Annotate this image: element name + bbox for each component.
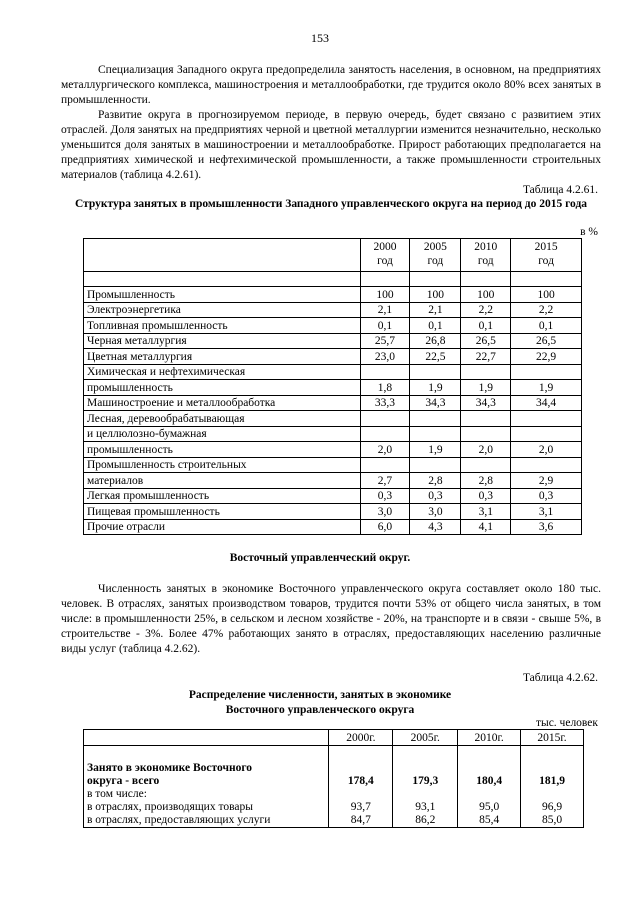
- row-value: 1,9: [410, 442, 461, 458]
- table-row: [84, 395, 582, 411]
- row-value: [461, 457, 511, 473]
- row-value: 0,3: [511, 488, 582, 504]
- row-label: Химическая и нефтехимическая: [84, 364, 361, 380]
- total-value: 179,3: [393, 775, 458, 788]
- table1-unit: в %: [580, 226, 598, 238]
- paragraph-2: Развитие округа в прогнозируемом периоде, в первую очередь, будет связано с развитием этих отраслей. Доля занятых на предприятиях черной и цветной металлургии изменится незначительно, несколько уменьшится доля занятых в машиностроении и металлообработке. Прирост работающих предполагается на предприятиях химической и нефтехимической промышленности, а также промышленности строительных материалов (таблица 4.2.61).: [61, 109, 601, 181]
- row-value: [461, 426, 511, 442]
- row-label: Лесная, деревообрабатывающая: [84, 411, 361, 427]
- row-value: 22,5: [410, 349, 461, 365]
- row-value: 85,0: [521, 814, 584, 828]
- row-value: 25,7: [360, 333, 410, 349]
- table2-unit: тыс. человек: [535, 717, 598, 729]
- row-value: 2,8: [461, 473, 511, 489]
- header-year-2000: 2000 год: [360, 239, 410, 272]
- table-row: [84, 318, 582, 334]
- table1-title: Структура занятых в промышленности Западного управленческого округа на период до 2015 года: [74, 198, 588, 210]
- row-value: 22,9: [511, 349, 582, 365]
- row-value: [410, 457, 461, 473]
- row-value: 34,4: [511, 395, 582, 411]
- row-value: [461, 411, 511, 427]
- section-title: Восточный управленческий округ.: [229, 552, 411, 564]
- row-label: в отраслях, предоставляющих услуги: [84, 814, 329, 828]
- row-value: 1,9: [511, 380, 582, 396]
- table-row: [84, 426, 582, 442]
- table1-header-row: [84, 239, 582, 272]
- row-value: 85,4: [458, 814, 521, 828]
- row-value: 0,3: [461, 488, 511, 504]
- table2-total-row-1: [84, 762, 584, 775]
- row-label: Промышленность: [84, 287, 361, 303]
- header-empty-cell: [84, 239, 361, 272]
- row-value: 95,0: [458, 801, 521, 814]
- row-value: 93,1: [393, 801, 458, 814]
- header-year-2015: 2015 год: [511, 239, 582, 272]
- row-value: 3,1: [461, 504, 511, 520]
- row-value: 2,9: [511, 473, 582, 489]
- table-row: [84, 504, 582, 520]
- row-value: [511, 457, 582, 473]
- row-value: 96,9: [521, 801, 584, 814]
- table-row: [84, 801, 584, 814]
- row-value: [360, 411, 410, 427]
- header-empty-cell: [84, 730, 329, 746]
- header-2000: 2000г.: [329, 730, 393, 746]
- row-value: 93,7: [329, 801, 393, 814]
- row-label: Промышленность строительных: [84, 457, 361, 473]
- row-value: 2,0: [360, 442, 410, 458]
- employment-distribution-table: [83, 729, 584, 828]
- table2-title-line1: Распределение численности, занятых в экономике: [188, 689, 452, 701]
- row-label: Цветная металлургия: [84, 349, 361, 365]
- row-value: 2,8: [410, 473, 461, 489]
- table-row: [84, 380, 582, 396]
- row-value: 1,8: [360, 380, 410, 396]
- total-label: Занято в экономике Восточного: [84, 762, 329, 775]
- header-2010: 2010г.: [458, 730, 521, 746]
- paragraph-1: Специализация Западного округа предопределила занятость населения, в основном, на предприятиях металлургического комплекса, машиностроения и металлообработки, где трудится около 80% всех занятых в промышленности.: [61, 64, 601, 106]
- row-value: 0,1: [360, 318, 410, 334]
- row-value: 34,3: [410, 395, 461, 411]
- row-value: [511, 426, 582, 442]
- row-value: 0,3: [410, 488, 461, 504]
- table-row: [84, 411, 582, 427]
- table2-spacer-row: [84, 746, 584, 763]
- table-row: [84, 333, 582, 349]
- table2-label: Таблица 4.2.62.: [522, 672, 598, 684]
- row-value: 2,2: [511, 302, 582, 318]
- header-2015: 2015г.: [521, 730, 584, 746]
- table-row: [84, 442, 582, 458]
- table2-title-line2: Восточного управленческого округа: [225, 704, 415, 716]
- row-label: промышленность: [84, 380, 361, 396]
- row-value: 26,5: [511, 333, 582, 349]
- paragraph-3: Численность занятых в экономике Восточного управленческого округа составляет около 180 тыс. человек. В отраслях, занятых производством товаров, трудится почти 53% от общего числа занятых, в том числе: в промышленности 25%, в сельском и лесном хозяйстве - 20%, на транспорте и в связи - свыше 5%, в строительстве - 3%. Более 47% работающих занято в отраслях, предоставляющих населению различные виды услуг (таблица 4.2.62).: [61, 583, 601, 655]
- row-value: [410, 426, 461, 442]
- row-value: 2,0: [511, 442, 582, 458]
- row-value: 0,3: [360, 488, 410, 504]
- row-value: 3,0: [360, 504, 410, 520]
- row-value: 2,1: [410, 302, 461, 318]
- row-value: 3,0: [410, 504, 461, 520]
- row-value: 26,8: [410, 333, 461, 349]
- table-row: [84, 287, 582, 303]
- row-label: Машиностроение и металлообработка: [84, 395, 361, 411]
- row-label: промышленность: [84, 442, 361, 458]
- row-value: [360, 364, 410, 380]
- table-row: [84, 488, 582, 504]
- row-value: [410, 411, 461, 427]
- row-label: Черная металлургия: [84, 333, 361, 349]
- row-label: Пищевая промышленность: [84, 504, 361, 520]
- row-label: и целлюлозно-бумажная: [84, 426, 361, 442]
- row-label: Электроэнергетика: [84, 302, 361, 318]
- row-value: [360, 457, 410, 473]
- table1-blank-row: [84, 272, 582, 287]
- row-value: 33,3: [360, 395, 410, 411]
- table2-header-row: [84, 730, 584, 746]
- row-value: 22,7: [461, 349, 511, 365]
- table2-incl-row: [84, 788, 584, 801]
- row-value: 0,1: [511, 318, 582, 334]
- row-value: 3,1: [511, 504, 582, 520]
- row-value: 3,6: [511, 519, 582, 535]
- total-value: 178,4: [329, 775, 393, 788]
- table2-total-row-2: [84, 775, 584, 788]
- row-label: Легкая промышленность: [84, 488, 361, 504]
- row-value: 84,7: [329, 814, 393, 828]
- header-year-2010: 2010 год: [461, 239, 511, 272]
- total-value: 181,9: [521, 775, 584, 788]
- row-value: 2,0: [461, 442, 511, 458]
- header-2005: 2005г.: [393, 730, 458, 746]
- incl-label: в том числе:: [84, 788, 329, 801]
- row-value: 23,0: [360, 349, 410, 365]
- row-value: 0,1: [410, 318, 461, 334]
- row-value: 100: [511, 287, 582, 303]
- table-row: [84, 349, 582, 365]
- table-row: [84, 814, 584, 828]
- row-label: Прочие отрасли: [84, 519, 361, 535]
- row-value: 100: [360, 287, 410, 303]
- row-value: 4,1: [461, 519, 511, 535]
- table-row: [84, 457, 582, 473]
- row-value: [410, 364, 461, 380]
- table-row: [84, 473, 582, 489]
- row-value: 34,3: [461, 395, 511, 411]
- page-number: 153: [311, 31, 329, 45]
- row-value: 2,7: [360, 473, 410, 489]
- row-value: [360, 426, 410, 442]
- row-value: [511, 364, 582, 380]
- row-label: материалов: [84, 473, 361, 489]
- industry-structure-table: [83, 238, 582, 535]
- row-value: 2,2: [461, 302, 511, 318]
- table-row: [84, 519, 582, 535]
- row-value: 86,2: [393, 814, 458, 828]
- table-row: [84, 364, 582, 380]
- row-value: 100: [410, 287, 461, 303]
- row-label: Топливная промышленность: [84, 318, 361, 334]
- total-value: 180,4: [458, 775, 521, 788]
- total-label-cont: округа - всего: [84, 775, 329, 788]
- row-value: 4,3: [410, 519, 461, 535]
- row-value: 6,0: [360, 519, 410, 535]
- row-value: [461, 364, 511, 380]
- row-value: 26,5: [461, 333, 511, 349]
- row-value: [511, 411, 582, 427]
- table1-label: Таблица 4.2.61.: [522, 184, 598, 196]
- row-value: 0,1: [461, 318, 511, 334]
- row-value: 100: [461, 287, 511, 303]
- row-value: 1,9: [461, 380, 511, 396]
- header-year-2005: 2005 год: [410, 239, 461, 272]
- row-label: в отраслях, производящих товары: [84, 801, 329, 814]
- row-value: 2,1: [360, 302, 410, 318]
- table-row: [84, 302, 582, 318]
- row-value: 1,9: [410, 380, 461, 396]
